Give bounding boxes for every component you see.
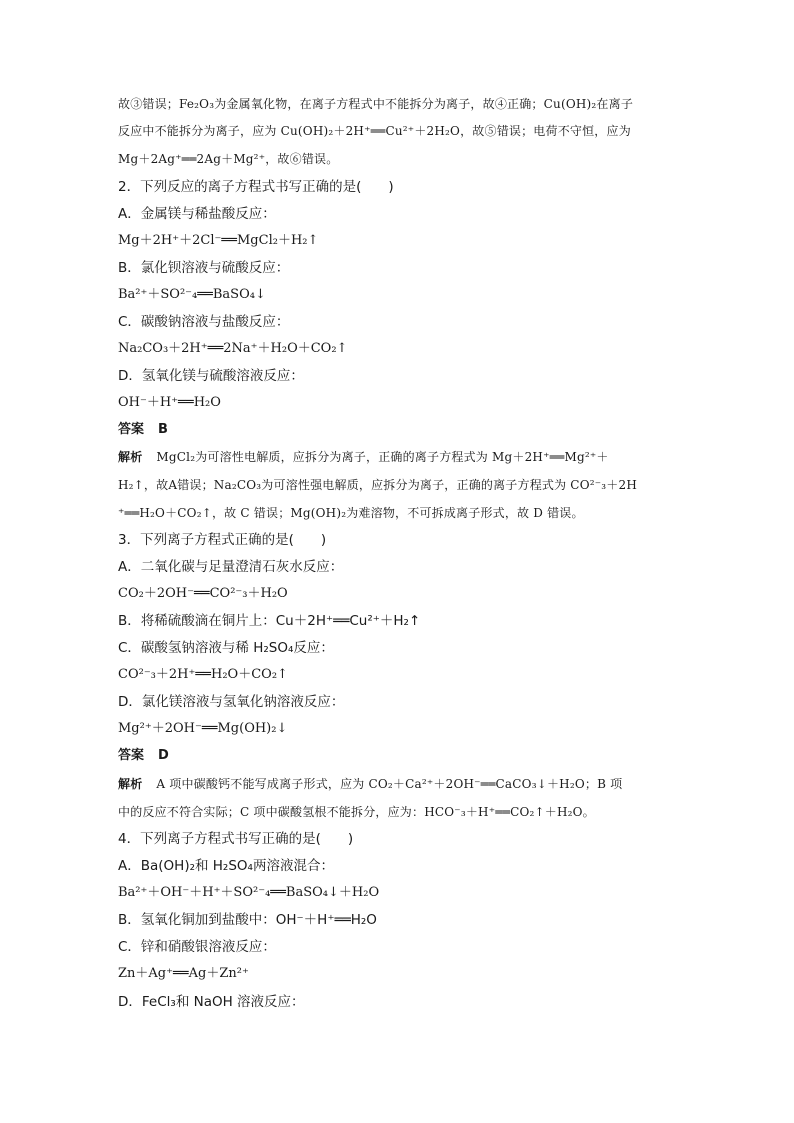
question-3-equation-c: CO²⁻₃＋2H⁺══H₂O＋CO₂↑ — [118, 667, 288, 682]
explanation-line: Mg＋2Ag⁺══2Ag＋Mg²⁺，故⑥错误。 — [118, 152, 339, 166]
question-2-analysis-line: H₂↑，故A错误；Na₂CO₃为可溶性强电解质，应拆分为离子，正确的离子方程式为 CO²⁻₃＋2H — [118, 478, 637, 492]
question-2-option-b: B．氯化钡溶液与硫酸反应： — [118, 260, 290, 276]
question-3-option-d: D．氯化镁溶液与氢氧化钠溶液反应： — [118, 694, 345, 710]
question-4-equation-a: Ba²⁺＋OH⁻＋H⁺＋SO²⁻₄══BaSO₄↓＋H₂O — [118, 885, 380, 900]
question-4-option-a: A．Ba(OH)₂和 H₂SO₄两溶液混合： — [118, 858, 334, 874]
analysis-text: A 项中碳酸钙不能写成离子形式，应为 CO₂＋Ca²⁺＋2OH⁻══CaCO₃↓＋H₂O；B 项 — [156, 777, 623, 791]
analysis-label: 解析 — [118, 450, 143, 464]
question-2-option-c: C．碳酸钠溶液与盐酸反应： — [118, 314, 290, 330]
analysis-text: MgCl₂为可溶性电解质，应拆分为离子，正确的离子方程式为 Mg＋2H⁺══Mg²⁺＋ — [156, 450, 609, 464]
answer-label: 答案 — [118, 748, 145, 763]
question-2-analysis-line: ⁺══H₂O＋CO₂↑，故 C 错误；Mg(OH)₂为难溶物，不可拆成离子形式，故 D 错误。 — [118, 506, 584, 520]
question-2-equation-a: Mg＋2H⁺＋2Cl⁻══MgCl₂＋H₂↑ — [118, 233, 319, 248]
answer-value: D — [158, 748, 169, 763]
question-3-option-b: B．将稀硫酸滴在铜片上：Cu＋2H⁺══Cu²⁺＋H₂↑ — [118, 613, 421, 629]
question-2-analysis-line — [118, 448, 680, 466]
question-3-analysis-line — [118, 775, 680, 793]
question-3-analysis-line: 中的反应不符合实际；C 项中碳酸氢根不能拆分，应为：HCO⁻₃＋H⁺══CO₂↑＋H₂O。 — [118, 805, 595, 819]
question-3-equation-a: CO₂＋2OH⁻══CO²⁻₃＋H₂O — [118, 586, 288, 601]
explanation-line: 反应中不能拆分为离子，应为 Cu(OH)₂＋2H⁺══Cu²⁺＋2H₂O，故⑤错误；电荷不守恒，应为 — [118, 124, 631, 138]
analysis-label: 解析 — [118, 777, 143, 791]
question-2-stem: 2．下列反应的离子方程式书写正确的是( ) — [118, 179, 394, 195]
question-2-option-d: D．氢氧化镁与硫酸溶液反应： — [118, 368, 304, 384]
question-4-option-b: B．氢氧化铜加到盐酸中：OH⁻＋H⁺══H₂O — [118, 912, 377, 928]
question-4-stem: 4．下列离子方程式书写正确的是( ) — [118, 831, 354, 847]
question-3-equation-d: Mg²⁺＋2OH⁻══Mg(OH)₂↓ — [118, 721, 288, 736]
question-3-option-c: C．碳酸氢钠溶液与稀 H₂SO₄反应： — [118, 640, 334, 656]
question-4-option-c: C．锌和硝酸银溶液反应： — [118, 939, 276, 955]
question-2-equation-c: Na₂CO₃＋2H⁺══2Na⁺＋H₂O＋CO₂↑ — [118, 341, 348, 356]
question-4-equation-c: Zn＋Ag⁺══Ag＋Zn²⁺ — [118, 966, 249, 981]
answer-label: 答案 — [118, 422, 145, 437]
question-2-equation-d: OH⁻＋H⁺══H₂O — [118, 395, 221, 410]
question-3-stem: 3．下列离子方程式正确的是( ) — [118, 532, 327, 548]
question-2-equation-b: Ba²⁺＋SO²⁻₄══BaSO₄↓ — [118, 287, 266, 302]
question-2-option-a: A．金属镁与稀盐酸反应： — [118, 206, 276, 222]
explanation-line: 故③错误；Fe₂O₃为金属氧化物，在离子方程式中不能拆分为离子，故④正确；Cu(OH)₂在离子 — [118, 97, 634, 111]
answer-value: B — [158, 422, 168, 437]
question-3-answer — [118, 747, 680, 765]
question-2-answer — [118, 421, 680, 439]
question-3-option-a: A．二氧化碳与足量澄清石灰水反应： — [118, 559, 344, 575]
question-4-option-d: D．FeCl₃和 NaOH 溶液反应： — [118, 994, 305, 1010]
